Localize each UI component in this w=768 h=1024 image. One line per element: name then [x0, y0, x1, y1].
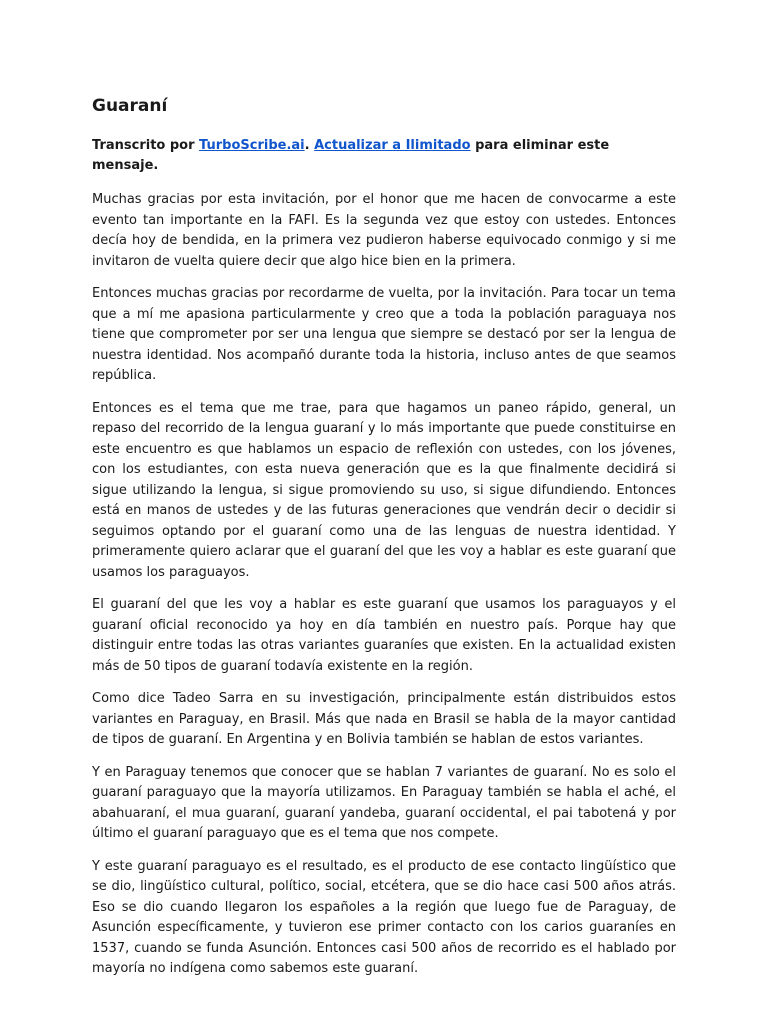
notice-prefix: Transcrito por	[92, 138, 200, 153]
paragraph-6: Y en Paraguay tenemos que conocer que se hablan 7 variantes de guaraní. No es solo el guaraní paraguayo que la mayoría utilizamos. En Paraguay también se habla el aché, el abahuaraní, el mua guaraní, guaraní yandeba, guaraní occidental, el pai tabotená y por último el guaraní paraguayo que es el tema que nos compete.	[92, 764, 676, 841]
paragraph-7: Y este guaraní paraguayo es el resultado, es el producto de ese contacto lingüístico que se dio, lingüístico cultural, político, social, etcétera, que se dio hace casi 500 años atrás. Eso se dio cuando llegaron los españoles a la región que luego fue de Paraguay, de Asunción específicamente, y tuvieron ese primer contacto con los carios guaraníes en 1537, cuando se funda Asunción. Entonces casi 500 años de recorrido es el hablado por mayoría no indígena como sabemos este guaraní.	[92, 858, 676, 976]
document-page	[92, 94, 676, 992]
paragraph-4: El guaraní del que les voy a hablar es este guaraní que usamos los paraguayos y el guaraní oficial reconocido ya hoy en día también en nuestro país. Porque hay que distinguir entre todas las otras variantes guaraníes que existen. En la actualidad existen más de 50 tipos de guaraní todavía existente en la región.	[92, 597, 676, 674]
paragraph-5: Como dice Tadeo Sarra en su investigación, principalmente están distribuidos estos variantes en Paraguay, en Brasil. Más que nada en Brasil se habla de la mayor cantidad de tipos de guaraní. En Argentina y en Bolivia también se hablan de estos variantes.	[92, 691, 676, 747]
notice-suffix: para eliminar este mensaje.	[92, 138, 610, 173]
transcription-notice	[92, 136, 676, 176]
turboscribe-link[interactable]: TurboScribe.ai	[199, 138, 305, 153]
paragraph-2: Entonces muchas gracias por recordarme de vuelta, por la invitación. Para tocar un tema que a mí me apasiona particularmente y creo que a toda la población paraguaya nos tiene que comprometer por ser una lengua que siempre se destacó por ser la lengua de nuestra identidad. Nos acompañó durante toda la historia, incluso antes de que seamos república.	[92, 286, 676, 383]
paragraph-3: Entonces es el tema que me trae, para que hagamos un paneo rápido, general, un repaso del recorrido de la lengua guaraní y lo más importante que puede constituirse en este encuentro es que hablamos un espacio de reflexión con ustedes, con los jóvenes, con los estudiantes, con esta nueva generación que es la que finalmente decidirá si sigue utilizando la lengua, si sigue promoviendo su uso, si sigue difundiendo. Entonces está en manos de ustedes y de las futuras generaciones que vendrán decir o decidir si seguimos optando por el guaraní como una de las lenguas de nuestra identidad. Y primeramente quiero aclarar que el guaraní del que les voy a hablar es este guaraní que usamos los paraguayos.	[92, 400, 676, 580]
paragraph-1: Muchas gracias por esta invitación, por el honor que me hacen de convocarme a este evento tan importante en la FAFI. Es la segunda vez que estoy con ustedes. Entonces decía hoy de bendida, en la primera vez pudieron haberse equivocado conmigo y si me invitaron de vuelta quiere decir que algo hice bien en la primera.	[92, 192, 676, 269]
notice-separator: .	[304, 138, 315, 153]
document-title: Guaraní	[92, 96, 168, 116]
upgrade-unlimited-link[interactable]: Actualizar a Ilimitado	[314, 138, 471, 153]
